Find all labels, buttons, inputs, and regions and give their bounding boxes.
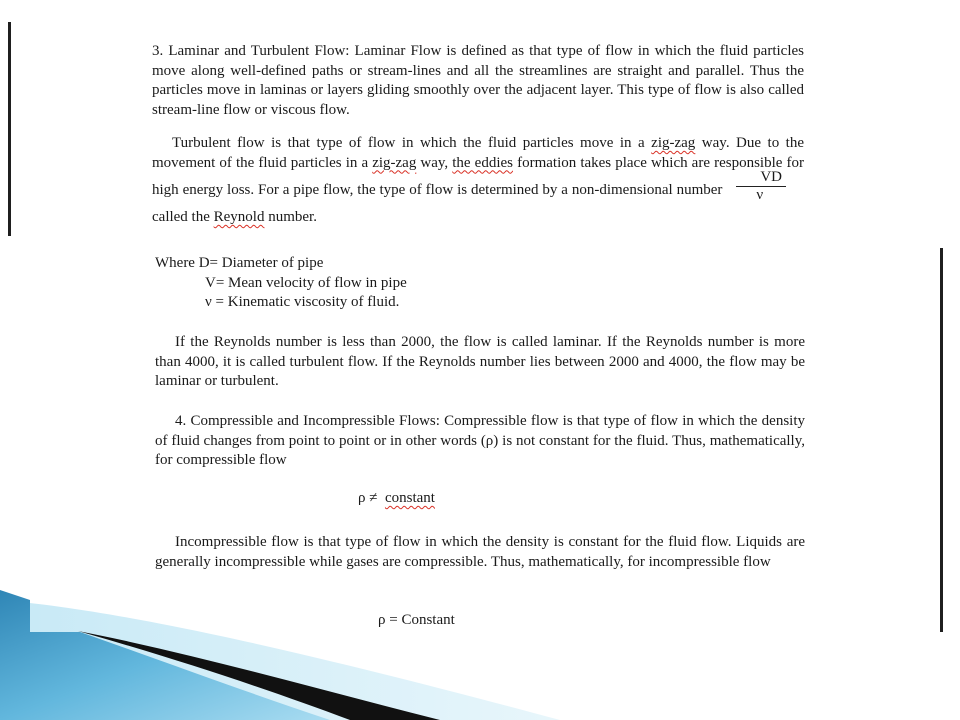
reynold-term: Reynold (213, 209, 265, 225)
laminar-flow-text: 3. Laminar and Turbulent Flow: Laminar Flow is defined as that type of flow in which the fluid particles move along well-defined paths or stream-lines and all the streamlines are straight and parallel. Thus the particles move in laminas or layers gliding smoothly over the adjacent layer. This type of flow is also called stream-line flow or viscous flow. (152, 43, 804, 118)
incompressible-equation: ρ = Constant (378, 612, 455, 628)
turbulent-flow-paragraph (152, 134, 804, 228)
definition-diameter: Where D= Diameter of pipe (155, 255, 324, 271)
compressible-equation-rhs: constant (384, 490, 435, 506)
definition-viscosity: ν = Kinematic viscosity of fluid. (205, 294, 400, 310)
compressible-flow-text: 4. Compressible and Incompressible Flows: Compressible flow is that type of flow in which the density of fluid changes from point to point or in other words (ρ) is not constant for the fluid. Thus, mathematically, for compressible flow (155, 413, 805, 468)
definition-velocity: V= Mean velocity of flow in pipe (205, 274, 407, 291)
turbulent-text-d: formation takes place which are responsible for high energy loss. For a pipe flow, the type of flow is determined by a non-dimensional number (152, 154, 804, 198)
eddies-term: the eddies (452, 154, 513, 171)
zigzag-term-2: zig-zag (372, 154, 417, 171)
reynolds-ranges-text: If the Reynolds number is less than 2000, the flow is called laminar. If the Reynolds number is more than 4000, it is called turbulent flow. If the Reynolds number lies between 2000 and 4000, the flow may be laminar or turbulent. (155, 334, 805, 389)
turbulent-text-a: Turbulent flow is that type of flow in which the fluid particles move in a (172, 135, 652, 151)
reynolds-ranges-paragraph (155, 333, 805, 392)
fraction-denominator: ν (756, 187, 764, 203)
compressible-flow-paragraph (155, 412, 805, 471)
fraction-numerator: VD (736, 169, 786, 187)
laminar-flow-paragraph (152, 42, 804, 120)
incompressible-flow-text: Incompressible flow is that type of flow in which the density is constant for the fluid flow. Liquids are generally incompressible while gases are compressible. Thus, mathematically, for incompressible flow (155, 534, 805, 570)
turbulent-text-c: way, (416, 154, 453, 171)
turbulent-text-e: called the (152, 209, 214, 225)
left-margin-line (8, 22, 11, 236)
turbulent-text-b: way. Due to the movement of the fluid particles in a (152, 135, 805, 171)
compressible-equation (358, 490, 435, 507)
right-margin-line (940, 248, 943, 632)
turbulent-text-f: number. (264, 209, 317, 225)
variable-definitions (155, 254, 407, 313)
incompressible-flow-paragraph (155, 533, 805, 572)
zigzag-term-1: zig-zag (651, 135, 696, 151)
reynolds-fraction (736, 169, 786, 204)
compressible-equation-lhs: ρ ≠ (358, 490, 378, 506)
